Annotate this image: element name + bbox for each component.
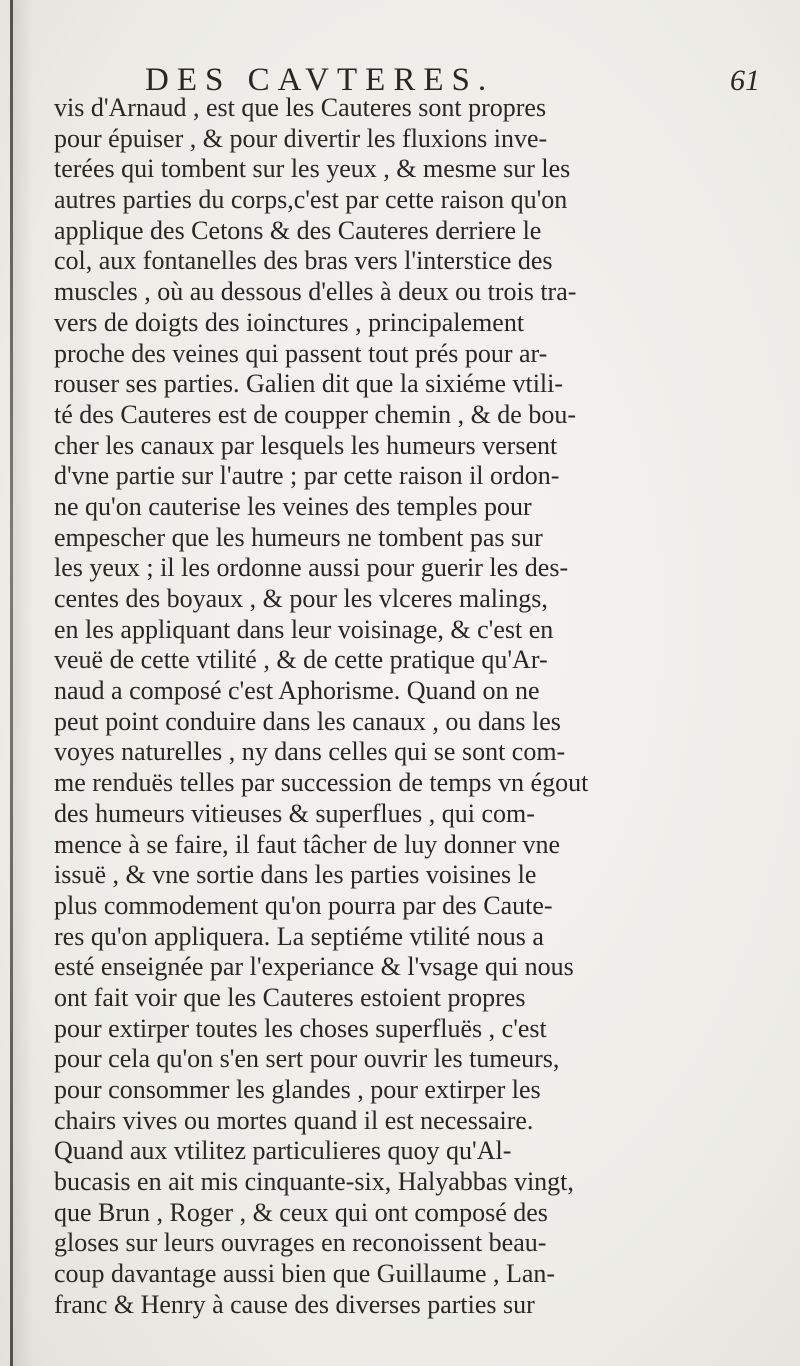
text-line: col, aux fontanelles des bras vers l'interstice des (54, 246, 553, 276)
text-line: proche des veines qui passent tout prés pour ar- (54, 338, 548, 368)
text-line: cher les canaux par lesquels les humeurs versent (54, 430, 558, 460)
running-title: DES CAVTERES. (145, 62, 495, 98)
text-line: naud a composé c'est Aphorisme. Quand on ne (54, 676, 540, 706)
text-line: empescher que les humeurs ne tombent pas sur (54, 522, 543, 552)
text-line: en les appliquant dans leur voisinage, & c'est en (54, 614, 554, 644)
text-line: que Brun , Roger , & ceux qui ont composé des (54, 1197, 548, 1227)
text-line: terées qui tombent sur les yeux , & mesme sur les (54, 154, 571, 184)
text-line: voyes naturelles , ny dans celles qui se sont com- (54, 737, 566, 767)
text-line: veuë de cette vtilité , & de cette pratique qu'Ar- (54, 645, 548, 675)
text-line: té des Cauteres est de coupper chemin , & de bou- (54, 399, 576, 429)
gutter-shadow (13, 0, 33, 1366)
text-line: vis d'Arnaud , est que les Cauteres sont propres (54, 93, 547, 122)
text-line: rouser ses parties. Galien dit que la sixiéme vtili- (54, 369, 564, 399)
text-line: les yeux ; il les ordonne aussi pour guerir les des- (54, 553, 569, 583)
body-text (54, 93, 624, 1321)
text-line: muscles , où au dessous d'elles à deux ou trois tra- (54, 277, 577, 307)
text-line: chairs vives ou mortes quand il est necessaire. (54, 1105, 534, 1135)
text-line: Quand aux vtilitez particulieres quoy qu'Al- (54, 1136, 512, 1166)
text-line: res qu'on appliquera. La septiéme vtilité nous a (54, 921, 544, 951)
text-line: issuë , & vne sortie dans les parties voisines le (54, 860, 537, 890)
text-line: mence à se faire, il faut tâcher de luy donner vne (54, 829, 561, 859)
text-line: pour consommer les glandes , pour extirper les (54, 1075, 541, 1104)
text-line: peut point conduire dans les canaux , ou dans les (54, 706, 561, 736)
text-line: pour épuiser , & pour divertir les fluxions inve- (54, 123, 548, 153)
text-line: pour extirper toutes les choses superfluës , c'est (54, 1013, 547, 1043)
text-line: me renduës telles par succession de temps vn égout (54, 768, 589, 798)
text-line: franc & Henry à cause des diverses parties sur (54, 1289, 535, 1319)
text-line: plus commodement qu'on pourra par des Caute- (54, 890, 553, 920)
text-line: bucasis en ait mis cinquante-six, Halyabbas vingt, (54, 1167, 574, 1197)
text-line: centes des boyaux , & pour les vlceres malings, (54, 584, 548, 613)
text-line: gloses sur leurs ouvrages en reconoissent beau- (54, 1228, 547, 1258)
page-number: 61 (730, 64, 760, 97)
text-line: pour cela qu'on s'en sert pour ouvrir les tumeurs, (54, 1044, 560, 1074)
text-line: ne qu'on cauterise les veines des temples pour (54, 491, 532, 521)
text-line: des humeurs vitieuses & superflues , qui com- (54, 798, 535, 828)
text-line: d'vne partie sur l'autre ; par cette raison il ordon- (54, 461, 560, 491)
text-line: vers de doigts des ioinctures , principalement (54, 307, 525, 337)
text-line: coup davantage aussi bien que Guillaume , Lan- (54, 1259, 556, 1289)
text-line: ont fait voir que les Cauteres estoient propres (54, 982, 526, 1012)
text-line: applique des Cetons & des Cauteres derriere le (54, 215, 542, 245)
text-line: esté enseignée par l'experiance & l'vsage qui nous (54, 952, 574, 982)
text-line: autres parties du corps,c'est par cette raison qu'on (54, 185, 568, 215)
